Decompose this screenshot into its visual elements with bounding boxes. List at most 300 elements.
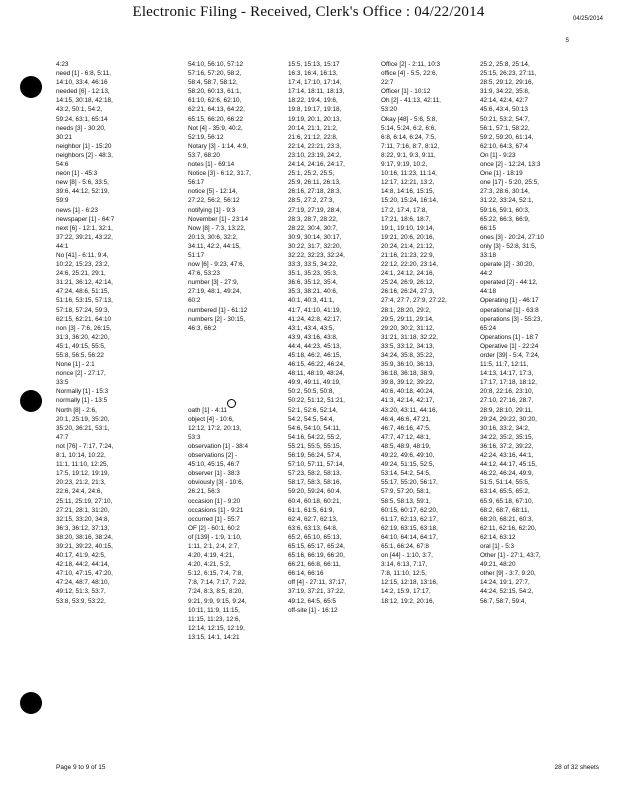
- index-entry: 22:7: [381, 79, 394, 87]
- index-column-2: [188, 60, 288, 642]
- index-entry: [188, 387, 288, 396]
- index-entry: 49:22, 49:6, 49:10,: [381, 452, 435, 460]
- index-entry: 17:14, 18:11, 18:13,: [288, 88, 345, 96]
- index-entry: 4:23: [56, 61, 69, 68]
- index-entry: ones [3] - 20:24, 27:10: [480, 233, 544, 241]
- index-entry: [188, 396, 288, 405]
- index-entry: 59:24, 63:1, 65:14: [56, 115, 108, 123]
- index-entry: on [44] - 1:10, 3:7,: [381, 552, 433, 560]
- index-entry: 63:14, 65:5, 65:2,: [480, 488, 530, 496]
- index-entry: 45:1, 49:15, 55:5,: [56, 342, 106, 350]
- index-entry: 66:21, 66:8, 66:11,: [288, 561, 341, 569]
- index-entry: 26:16, 26:24, 27:3,: [381, 288, 435, 296]
- index-entry: 34:24, 35:8, 35:22,: [381, 352, 435, 359]
- index-entry: 30:21: [56, 133, 72, 141]
- index-entry: 45:6, 43:4, 50:13: [480, 106, 528, 114]
- index-entry: 41:24, 42:8, 42:17,: [288, 315, 342, 323]
- index-entry: next [6] - 12:1, 32:1,: [56, 224, 113, 232]
- index-entry: 49:9, 49:11, 49:19,: [288, 379, 341, 387]
- index-entry: 19:21, 20:6, 20:16,: [381, 233, 435, 241]
- index-entry: operational [1] - 63:8: [480, 306, 539, 314]
- index-entry: 14:24, 19:1, 27:7,: [480, 579, 530, 587]
- index-entry: 33:5: [56, 379, 69, 387]
- index-entry: 64:10, 64:14, 64:17,: [381, 533, 438, 541]
- index-entry: No [41] - 6:11, 9:4,: [56, 251, 109, 259]
- index-entry: 52:1, 52:6, 52:14,: [288, 406, 338, 414]
- index-entry: 29:5, 29:11, 29:14,: [381, 315, 434, 323]
- index-entry: 30:22, 31:7, 32:20,: [288, 242, 342, 250]
- index-entry: One [1] - 18:19: [480, 170, 523, 178]
- index-entry: 9:17, 9:19, 10:2,: [381, 161, 428, 169]
- index-entry: 41:7, 41:10, 41:19,: [288, 306, 342, 314]
- index-entry: occasion [1] - 9:20: [188, 497, 241, 505]
- index-entry: 48:5, 48:9, 48:19,: [381, 442, 431, 450]
- index-entry: 11:15, 11:23, 12:6,: [188, 615, 241, 623]
- index-column-4: [381, 60, 481, 606]
- index-entry: 28:22, 30:4, 30:7,: [288, 224, 338, 232]
- index-entry: 56:1, 57:1, 58:22,: [480, 124, 530, 132]
- index-entry: 48:11, 48:19, 48:24,: [288, 370, 345, 378]
- index-entry: 55:17, 55:20, 56:17,: [381, 479, 438, 487]
- index-entry: nonce [2] - 27:17,: [56, 370, 106, 378]
- index-entry: 65:24: [480, 324, 496, 332]
- index-entry: 54:6: [56, 161, 69, 169]
- index-entry: 46:22, 46:24, 49:9,: [480, 470, 534, 478]
- index-entry: 10:22, 15:23, 23:2,: [56, 261, 110, 269]
- index-entry: 32:15, 33:20, 34:8,: [56, 515, 110, 523]
- index-entry: 27:22, 56:2, 56:12: [188, 197, 240, 205]
- index-entry: 18:22, 19:4, 19:6,: [288, 97, 338, 105]
- index-entry: Operating [1] - 46:17: [480, 297, 539, 305]
- index-entry: 53:20: [381, 106, 397, 114]
- index-entry: 43:2, 50:1, 54:2,: [56, 106, 103, 114]
- index-entry: 31:3, 36:20, 42:20,: [56, 333, 110, 341]
- index-entry: [188, 369, 288, 378]
- index-entry: 14:2, 15:9, 17:17,: [381, 588, 431, 596]
- index-entry: 65:1, 66:24, 67:8: [381, 542, 429, 550]
- index-entry: 27:4, 27:7, 27:9, 27:22,: [381, 297, 447, 305]
- index-entry: neon [1] - 45:3: [56, 170, 98, 178]
- index-entry: 60:15, 60:17, 62:20,: [381, 506, 438, 514]
- index-entry: 59:20, 59:24, 60:4,: [288, 488, 342, 496]
- index-entry: 25:1, 25:2, 25:5,: [288, 170, 335, 178]
- index-entry: 27:3, 28:6, 30:14,: [480, 188, 530, 196]
- index-entry: 19:8, 19:17, 19:18,: [288, 106, 342, 114]
- index-entry: 26:21, 56:3: [188, 488, 220, 496]
- index-entry: 56:17: [188, 179, 204, 187]
- index-entry: other [9] - 3:7, 9:20,: [480, 570, 536, 578]
- index-entry: 49:24, 51:15, 52:5,: [381, 461, 435, 469]
- index-entry: 28:5, 27:2, 27:3,: [288, 197, 335, 205]
- index-entry: 31:21, 36:12, 42:14,: [56, 279, 113, 287]
- index-entry: Officer [1] - 10:12: [381, 88, 431, 96]
- page-range-footer: Page 9 to 9 of 15: [56, 764, 106, 771]
- date-stamp: 04/25/2014: [572, 16, 603, 22]
- index-entry: 65:16, 66:19, 66:20,: [288, 552, 345, 560]
- index-entry: 46:3, 66:2: [188, 324, 217, 332]
- index-entry: 44:1: [56, 242, 69, 250]
- index-entry: 8:22, 9:1, 9:3, 9:11,: [381, 151, 436, 159]
- index-entry: 10:11, 11:9, 11:15,: [188, 606, 240, 614]
- index-entry: office [4] - 5:5, 22:6,: [381, 70, 438, 78]
- index-entry: one [17] - 5:20, 25:5,: [480, 179, 539, 187]
- index-entry: oral [1] - 5:3: [480, 542, 515, 550]
- index-entry: 9:21, 9:9, 9:15, 9:24,: [188, 597, 247, 605]
- index-entry: 62:15, 62:21, 64:10: [56, 315, 112, 323]
- index-entry: operations [3] - 55:23,: [480, 315, 543, 323]
- index-entry: 44:12, 44:17, 45:15,: [480, 461, 537, 469]
- index-entry: 44:18: [480, 288, 496, 296]
- index-entry: 11:1, 11:10, 12:25,: [56, 461, 109, 469]
- index-entry: 49:21, 48:20: [480, 561, 516, 569]
- index-entry: 50:2, 50:5, 50:8,: [288, 388, 335, 396]
- index-entry: 58:20, 60:13, 61:1,: [188, 88, 242, 96]
- index-entry: 60:4, 60:18, 60:21,: [288, 497, 342, 505]
- index-entry: 44:24, 52:15, 54:2,: [480, 588, 534, 596]
- index-entry: of [139] - 1:9, 1:10,: [188, 533, 242, 541]
- index-entry: 47:7: [56, 433, 69, 441]
- index-entry: 35:9, 36:10, 36:13,: [381, 361, 435, 369]
- index-entry: 31:21, 31:18, 32:22,: [381, 333, 438, 341]
- index-entry: 57:9, 57:20, 58:1,: [381, 488, 431, 496]
- index-entry: 66:15: [480, 224, 496, 232]
- index-entry: needs [3] - 30:20,: [56, 124, 106, 132]
- index-entry: occurred [1] - 55:7: [188, 515, 240, 523]
- index-entry: occasions [1] - 9:21: [188, 506, 244, 514]
- index-entry: 22:14, 22:21, 23:3,: [288, 142, 342, 150]
- index-entry: 5:12, 6:15, 7:4, 7:8,: [188, 570, 244, 578]
- index-entry: off [4] - 27:11, 37:17,: [288, 579, 347, 587]
- index-entry: 25:15, 26:23, 27:11,: [480, 70, 537, 78]
- index-entry: 34:22, 35:2, 35:15,: [480, 433, 534, 441]
- index-entry: 12:15, 12:18, 13:16,: [381, 579, 438, 587]
- index-entry: 17:17, 17:18, 18:12,: [480, 379, 537, 387]
- index-entry: 65:15, 66:20, 66:22: [188, 115, 244, 123]
- index-entry: numbered [1] - 61:12: [188, 306, 248, 314]
- index-entry: 51:17: [188, 251, 204, 259]
- index-entry: 58:4, 58:7, 58:12,: [188, 79, 238, 87]
- index-entry: 4:20, 4:19, 4:21,: [188, 552, 235, 560]
- index-entry: 39:8, 39:12, 39:22,: [381, 379, 435, 387]
- index-entry: 60:2: [188, 297, 201, 305]
- index-entry: 44:2: [480, 270, 493, 278]
- index-entry: 21:16, 21:23, 22:9,: [381, 251, 435, 259]
- index-entry: 65:15, 65:17, 65:24,: [288, 542, 345, 550]
- filing-header: Electronic Filing - Received, Clerk's Office : 04/22/2014: [132, 4, 485, 20]
- index-entry: neighbors [2] - 48:3,: [56, 151, 113, 159]
- index-entry: 51:5, 51:14, 55:5,: [480, 479, 530, 487]
- index-entry: needed [6] - 12:13,: [56, 88, 110, 96]
- index-entry: 20:24, 21:4, 21:12,: [381, 242, 435, 250]
- index-entry: 23:10, 23:19, 24:2,: [288, 151, 342, 159]
- index-entry: 43:9, 43:16, 43:8,: [288, 333, 338, 341]
- index-entry: 29:20, 30:2, 31:12,: [381, 324, 435, 332]
- index-entry: oath [1] - 4:11: [188, 406, 227, 414]
- index-entry: numbers [2] - 30:15,: [188, 315, 246, 323]
- index-entry: number [3] - 27:9,: [188, 279, 239, 287]
- index-entry: once [2] - 12:24, 13:3: [480, 161, 541, 169]
- index-entry: 7:24, 8:3, 8:5, 8:20,: [188, 588, 244, 596]
- index-entry: observer [1] - 38:3: [188, 470, 240, 478]
- index-entry: OF [2] - 60:1, 60:2: [188, 524, 240, 532]
- index-entry: 5:14, 5:24, 6:2, 6:6,: [381, 124, 437, 132]
- index-entry: 68:20, 68:21, 60:3,: [480, 515, 534, 523]
- index-entry: 57:16, 57:20, 58:2,: [188, 70, 242, 78]
- index-entry: 54:6, 54:10, 54:11,: [288, 424, 341, 432]
- index-entry: 47:24, 48:6, 51:15,: [56, 288, 110, 296]
- index-entry: 46:7, 46:16, 47:5,: [381, 424, 431, 432]
- index-entry: 12:17, 12:21, 13:2,: [381, 179, 435, 187]
- index-entry: object [4] - 10:6,: [188, 415, 234, 423]
- index-entry: 30:16, 33:2, 34:2,: [480, 424, 530, 432]
- index-entry: 50:21, 53:2, 54:7,: [480, 115, 530, 123]
- index-entry: 20:14, 21:1, 21:2,: [288, 124, 338, 132]
- index-entry: 47:7, 47:12, 48:1,: [381, 433, 431, 441]
- index-entry: 35:3, 38:21, 40:6,: [288, 288, 338, 296]
- index-entry: not [76] - 7:17, 7:24,: [56, 442, 114, 450]
- index-entry: 62:14, 63:12: [480, 533, 516, 541]
- index-entry: 37:22, 39:21, 43:22,: [56, 233, 113, 241]
- index-entry: 7:8, 7:14, 7:17, 7:22,: [188, 579, 247, 587]
- index-entry: Notary [3] - 1:14, 4:9,: [188, 142, 249, 150]
- index-entry: 35:20, 36:21, 53:1,: [56, 424, 110, 432]
- index-entry: notes [1] - 69:14: [188, 161, 235, 169]
- index-entry: 52:19, 56:12: [188, 133, 224, 141]
- index-entry: 59:16, 59:1, 60:3,: [480, 206, 530, 214]
- index-entry: Oh [2] - 41:13, 42:11,: [381, 97, 441, 105]
- index-entry: news [1] - 6:23: [56, 206, 98, 214]
- index-entry: 40:1, 40:3, 41:1,: [288, 297, 335, 305]
- index-entry: [188, 360, 288, 369]
- index-entry: 19:19, 20:1, 20:13,: [288, 115, 342, 123]
- index-entry: 14:13, 14:17, 17:3,: [480, 370, 534, 378]
- index-entry: only [3] - 52:8, 31:5,: [480, 242, 537, 250]
- index-entry: 28:1, 28:20, 29:2,: [381, 306, 431, 314]
- index-entry: 1:11, 2:1, 2:4, 2:7,: [188, 542, 240, 550]
- index-entry: 31:9, 34:22, 35:8,: [480, 88, 530, 96]
- index-entry: 65:22, 66:3, 66:9,: [480, 215, 530, 223]
- index-entry: 14:15, 30:18, 42:18,: [56, 97, 113, 105]
- index-entry: 62:10, 64:3, 67:4: [480, 142, 528, 150]
- index-entry: non [3] - 7:6, 26:15,: [56, 324, 112, 332]
- index-entry: normally [1] - 13:5: [56, 397, 108, 405]
- index-entry: 25:2, 25:8, 25:14,: [480, 61, 530, 68]
- index-column-1: [56, 60, 156, 606]
- index-entry: 27:19, 48:1, 49:24,: [188, 288, 242, 296]
- index-entry: 61:10, 62:6, 62:10,: [188, 97, 242, 105]
- index-entry: 27:21, 28:1, 31:20,: [56, 506, 110, 514]
- index-entry: 26:16, 27:18, 28:3,: [288, 188, 342, 196]
- index-entry: 68:2, 68:7, 68:11,: [480, 506, 530, 514]
- index-entry: 12:14, 12:15, 12:19,: [188, 624, 245, 632]
- index-entry: 33:18: [480, 251, 496, 259]
- index-entry: [188, 351, 288, 360]
- index-entry: need [1] - 6:8, 5:11,: [56, 70, 111, 78]
- index-entry: 65:9, 65:18, 67:10,: [480, 497, 534, 505]
- index-entry: 11:5, 11:7, 12:11,: [480, 361, 529, 369]
- index-entry: 24:14, 24:16, 24:17,: [288, 161, 345, 169]
- index-entry: 40:6, 40:18, 40:24,: [381, 388, 435, 396]
- index-entry: 56:19, 56:24, 57:4,: [288, 452, 342, 460]
- index-entry: 12:12, 17:2, 20:13,: [188, 424, 242, 432]
- index-entry: 22:6, 24:4, 24:6,: [56, 488, 103, 496]
- index-entry: operate [2] - 30:20,: [480, 261, 535, 269]
- index-entry: 47:6, 53:23: [188, 270, 220, 278]
- index-entry: 14:8, 14:16, 15:15,: [381, 188, 435, 196]
- index-entry: 27:19, 27:19, 28:4,: [288, 206, 342, 214]
- index-entry: 8:1, 10:14, 10:22,: [56, 452, 106, 460]
- index-entry: Normally [1] - 15:3: [56, 388, 109, 396]
- index-entry: 59:9: [56, 197, 69, 205]
- index-column-3: [288, 60, 388, 615]
- index-entry: 7:11, 7:16, 8:7, 8:12,: [381, 142, 440, 150]
- index-entry: 61:17, 62:13, 62:17,: [381, 515, 438, 523]
- index-entry: 63:6, 63:13, 64:8,: [288, 524, 338, 532]
- punch-hole-middle: [20, 390, 42, 412]
- index-entry: 36:6, 35:12, 35:4,: [288, 279, 338, 287]
- index-entry: 62:11, 62:16, 62:20,: [480, 524, 537, 532]
- index-entry: 20:23, 21:2, 21:3,: [56, 479, 106, 487]
- index-entry: 54:10, 56:10, 57:12: [188, 61, 244, 68]
- circle-mark: [227, 399, 236, 408]
- index-entry: 4:20, 4:21, 5:2,: [188, 561, 231, 569]
- index-entry: 28:3, 28:7, 28:22,: [288, 215, 338, 223]
- index-entry: 46:4, 46:6, 47:21,: [381, 415, 431, 423]
- index-entry: 51:16, 53:15, 57:13,: [56, 297, 113, 305]
- index-entry: 49:12, 51:3, 53:7,: [56, 588, 106, 596]
- index-entry: 38:20, 38:16, 38:24,: [56, 533, 113, 541]
- index-entry: 44:4, 44:23, 45:13,: [288, 342, 342, 350]
- index-entry: 29:24, 29:22, 30:20,: [480, 415, 537, 423]
- index-entry: observation [1] - 38:4: [188, 442, 249, 450]
- index-entry: 20:13, 30:6, 32:2,: [188, 233, 238, 241]
- index-entry: 62:4, 62:7, 62:13,: [288, 515, 338, 523]
- index-entry: 56:7, 58:7, 59:4,: [480, 597, 527, 605]
- index-entry: 34:11, 42:2, 44:15,: [188, 242, 241, 250]
- index-entry: Not [4] - 35:9, 40:2,: [188, 124, 243, 132]
- index-entry: 10:16, 11:23, 11:14,: [381, 170, 437, 178]
- index-entry: North [8] - 2:6,: [56, 406, 97, 414]
- index-entry: 25:9, 26:11, 26:13,: [288, 179, 341, 187]
- index-entry: 53:7, 68:20: [188, 151, 220, 159]
- index-entry: 62:19, 63:15, 63:18,: [381, 524, 438, 532]
- index-entry: 25:24, 26:9, 26:12,: [381, 279, 435, 287]
- index-entry: 47:24, 48:7, 48:10,: [56, 579, 110, 587]
- index-entry: 28:9, 28:10, 29:11,: [480, 406, 533, 414]
- index-entry: 45:18, 46:2, 46:15,: [288, 352, 342, 359]
- index-entry: Operations [1] - 18:7: [480, 333, 539, 341]
- index-entry: Okay [48] - 5:6, 5:8,: [381, 115, 438, 123]
- index-entry: 49:12, 64:5, 65:5: [288, 597, 336, 605]
- index-entry: November [1] - 23:14: [188, 215, 249, 223]
- index-entry: 24:6, 25:21, 29:1,: [56, 270, 106, 278]
- index-entry: 35:1, 35:23, 35:3,: [288, 270, 338, 278]
- index-entry: 3:14, 6:13, 7:17,: [381, 561, 428, 569]
- index-entry: newspaper [1] - 64:7: [56, 215, 115, 223]
- index-entry: 17:21, 18:6, 18:7,: [381, 215, 431, 223]
- index-entry: 58:17, 58:3, 58:16,: [288, 479, 342, 487]
- index-entry: On [1] - 9:23: [480, 151, 516, 159]
- index-entry: 46:15, 46:22, 46:24,: [288, 361, 345, 369]
- index-entry: 54:2, 54:5, 54:4,: [288, 415, 335, 423]
- index-entry: 53:3: [188, 433, 201, 441]
- index-entry: 7:8, 11:10, 12:5,: [381, 570, 427, 578]
- index-entry: 13:15, 14:1, 14:21: [188, 633, 240, 641]
- index-entry: 20:1, 25:19, 35:20,: [56, 415, 110, 423]
- index-entry: 33:5, 33:12, 34:13,: [381, 342, 435, 350]
- index-entry: 16:3, 16:4, 16:13,: [288, 70, 338, 78]
- index-entry: 22:12, 22:20, 23:14,: [381, 261, 438, 269]
- index-entry: 21:6, 21:12, 22:8,: [288, 133, 338, 141]
- index-entry: 32:22, 32:23, 32:24,: [288, 251, 345, 259]
- sheet-count-footer: 28 of 32 sheets: [554, 764, 599, 771]
- index-entry: 66:14, 66:16: [288, 570, 324, 578]
- index-entry: observations [2] -: [188, 452, 238, 460]
- index-entry: 30:9, 30:14, 30:17,: [288, 233, 342, 241]
- index-entry: 39:6, 44:12, 52:19,: [56, 188, 110, 196]
- index-entry: [188, 333, 288, 342]
- index-entry: 59:2, 59:20, 61:14,: [480, 133, 534, 141]
- index-entry: 41:3, 42:14, 42:17,: [381, 397, 435, 405]
- index-entry: 62:21, 64:13, 64:22,: [188, 106, 245, 114]
- punch-hole-top: [20, 76, 42, 98]
- index-entry: 61:1, 61:5, 61:9,: [288, 506, 335, 514]
- index-entry: obviously [3] - 10:6,: [188, 479, 244, 487]
- index-entry: notifying [1] - 9:3: [188, 206, 236, 214]
- index-entry: 18:12, 19:2, 20:16,: [381, 597, 435, 605]
- index-entry: now [6] - 9:23, 47:6,: [188, 261, 245, 269]
- index-entry: notice [5] - 12:14,: [188, 188, 238, 196]
- index-entry: operated [2] - 44:12,: [480, 279, 538, 287]
- index-entry: Office [2] - 2:11, 10:3: [381, 61, 441, 68]
- index-entry: 28:5, 29:12, 29:16,: [480, 79, 534, 87]
- index-entry: 27:10, 27:16, 28:7,: [480, 397, 534, 405]
- index-entry: [188, 342, 288, 351]
- index-entry: 42:14, 42:4, 42:7: [480, 97, 528, 105]
- index-entry: 47:10, 47:15, 47:20,: [56, 570, 113, 578]
- index-entry: None [1] - 2:1: [56, 361, 95, 369]
- index-entry: [188, 378, 288, 387]
- index-entry: new [8] - 5:6, 33:5,: [56, 179, 109, 187]
- index-entry: 43:20, 43:11, 44:16,: [381, 406, 438, 414]
- index-entry: order [39] - 5:4, 7:24,: [480, 352, 540, 359]
- index-entry: 57:10, 57:11, 57:14,: [288, 461, 345, 469]
- index-entry: 57:23, 58:2, 58:13,: [288, 470, 342, 478]
- index-entry: 50:22, 51:12, 51:21,: [288, 397, 345, 405]
- index-entry: 6:8, 6:14, 6:24, 7:5,: [381, 133, 437, 141]
- index-entry: 36:16, 37:2, 39:22,: [480, 442, 534, 450]
- index-entry: off-site [1] - 16:12: [288, 606, 338, 614]
- index-entry: 17:2, 17:4, 17:8,: [381, 206, 428, 214]
- index-entry: 33:3, 33:5, 34:22,: [288, 261, 338, 269]
- index-entry: 17:5, 19:12, 19:19,: [56, 470, 110, 478]
- index-entry: 57:18, 57:24, 59:3,: [56, 306, 110, 314]
- index-entry: 65:2, 65:10, 65:13,: [288, 533, 342, 541]
- index-entry: 55:21, 55:5, 55:15,: [288, 442, 342, 450]
- index-entry: Now [8] - 7:3, 13:22,: [188, 224, 246, 232]
- index-entry: 14:10, 33:4, 46:16: [56, 79, 108, 87]
- index-column-5: [480, 60, 580, 606]
- corner-mark: 5: [565, 38, 569, 44]
- index-entry: 24:1, 24:12, 24:16,: [381, 270, 435, 278]
- index-entry: Notice [3] - 6:12, 31:7,: [188, 170, 251, 178]
- index-entry: 15:20, 15:24, 16:14,: [381, 197, 438, 205]
- index-entry: 36:3, 36:12, 37:13,: [56, 524, 110, 532]
- index-entry: 45:10, 45:15, 46:7: [188, 461, 240, 469]
- index-entry: 43:1, 43:4, 43:5,: [288, 324, 335, 332]
- index-entry: 53:8, 53:9, 53:22,: [56, 597, 106, 605]
- index-entry: 39:21, 39:22, 40:15,: [56, 542, 113, 550]
